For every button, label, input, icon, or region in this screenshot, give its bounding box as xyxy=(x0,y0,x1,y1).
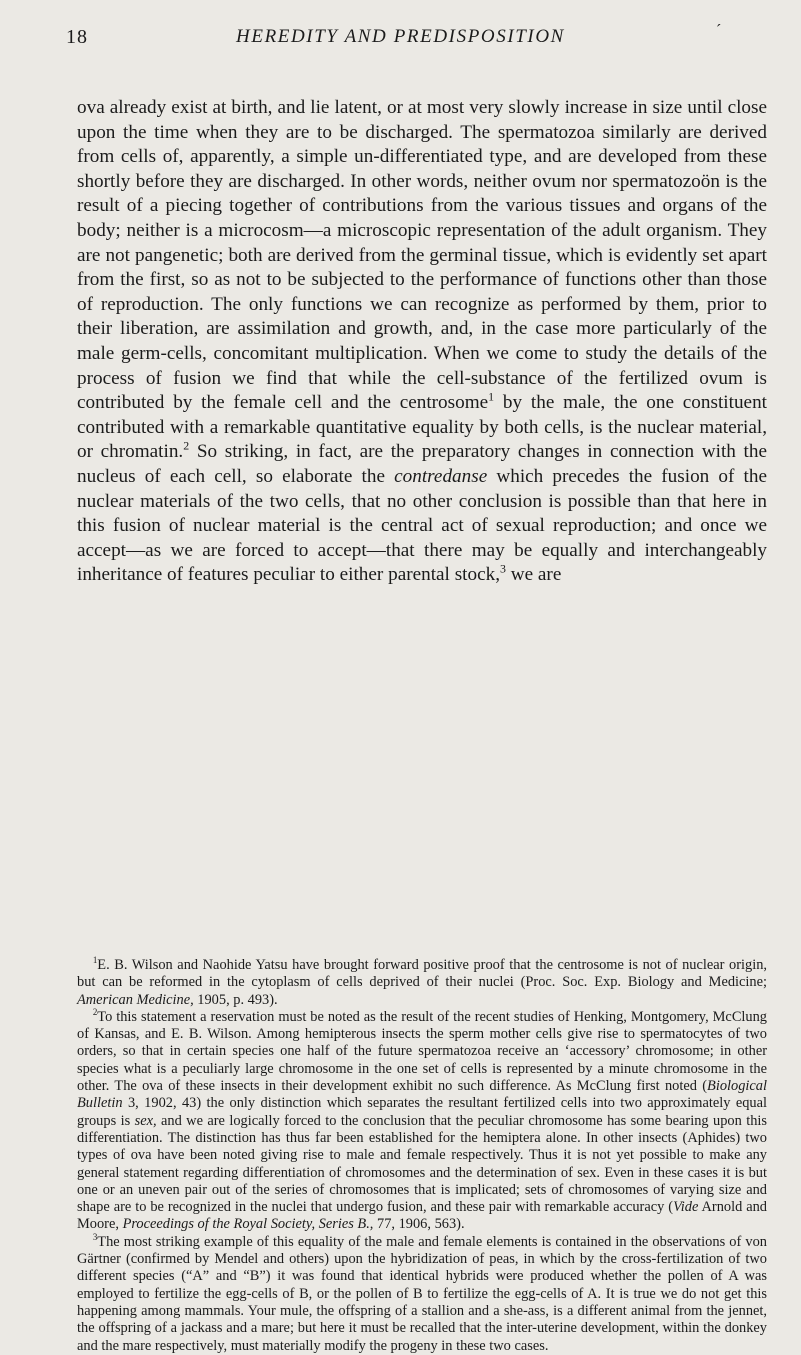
italic-run: sex, xyxy=(134,1112,157,1129)
footnote-mark: 1 xyxy=(92,955,98,966)
italic-run: Proceedings of the Royal Society, Series B., xyxy=(122,1216,374,1233)
footnote-mark: 3 xyxy=(92,1231,98,1242)
footnotes xyxy=(77,957,767,1355)
paragraph xyxy=(77,96,767,588)
text-run: 1905, p. 493). xyxy=(193,991,278,1008)
italic-term: contredanse xyxy=(394,465,488,487)
text-run: we are xyxy=(505,564,562,586)
page-number: 18 xyxy=(66,26,88,48)
text-run: ova already exist at birth, and lie latent, or at most very slowly increase in size until close upon the time when they are to be discharged. The spermatozoa similarly are derived from cells of, apparently, a simple un-differentiated type, and are developed from these shortly before they are discharged. In other words, neither ovum nor spermatozoön is the result of a piecing together of contributions from the various tissues and organs of the body; neither is a microcosm—a microscopic representation of the adult organism. They are not pangenetic; both are derived from the germinal tissue, which is evidently set apart from the first, so as not to be subjected to the performance of functions other than those of reproduction. The only functions we can recognize as performed by them, prior to their liberation, are assimilation and growth, and, in the case more particularly of the male germ-cells, concomitant multiplication. When we come to study the details of the process of fusion we find that while the cell-substance of the fertilized ovum is contributed by the female cell and the centrosome xyxy=(77,97,767,414)
text-run: So striking, in fact, are the preparatory changes in connection with the nucleus of each cell, so elaborate the xyxy=(77,441,767,487)
italic-run: American Medicine, xyxy=(77,991,194,1008)
page-header xyxy=(0,0,801,60)
text-run: which precedes the fusion of the nuclear materials of the two cells, that no other conclusion is possible than that here in this fusion of nuclear material is the central act of sexual reproduction; and once we accept—as we are forced to accept—that there may be equally and interchangeably inheritance of features peculiar to either parental stock, xyxy=(77,465,767,586)
text-run: E. B. Wilson and Naohide Yatsu have brought forward positive proof that the centrosome is not of nuclear origin, but can be reformed in the cytoplasm of cells deprived of their nuclei (Proc. Soc. Exp. Biology and Medicine; xyxy=(77,957,767,991)
italic-run: Biological Bulletin xyxy=(77,1078,767,1112)
text-run: To this statement a reservation must be noted as the result of the recent studies of Henking, Montgomery, McClung of Kansas, and E. B. Wilson. Among hemipterous insects the sperm mother cells give rise to spermatocytes of two orders, so that in certain species one half of the future spermatozoa receive an ‘accessory’ chromosome; in other species what is a peculiarly large chromosome in the one set of cells is represented by a minute chromosome in the other. The ova of these insects in their development exhibit no such difference. As McClung first noted ( xyxy=(77,1008,767,1095)
text-run: and we are logically forced to the conclusion that the peculiar chromosome has some bearing upon this differentiation. The distinction has thus far been established for the hemiptera alone. In other insects (Aphides) two types of ova have been noted giving rise to male and female respectively. Thus it is not yet possible to make any general statement regarding differentiation of chromosomes and the determination of sex. Even in these cases it is but one or an uneven pair out of the series of chromosomes that is implicated; sets of chromosomes of varying size and shape are to be recognized in the nuclei that undergo fusion, and these pair with remarkable accuracy ( xyxy=(77,1112,767,1216)
footnote-ref-2: 2 xyxy=(183,438,190,453)
footnote-1 xyxy=(77,957,767,1009)
text-run: by the male, the one constituent contributed with a remarkable quantitative equality by both cells, is the nuclear material, or chromatin. xyxy=(77,392,767,463)
running-title: HEREDITY AND PREDISPOSITION xyxy=(236,26,565,47)
corner-mark: ´ xyxy=(716,22,722,39)
text-run: 3, 1902, 43) the only distinction which separates the resultant fertilized cells into two approximately equal groups is xyxy=(77,1095,767,1129)
footnote-ref-1: 1 xyxy=(488,389,495,404)
text-run: Arnold and Moore, xyxy=(77,1199,767,1233)
text-run: 77, 1906, 563). xyxy=(373,1216,465,1233)
text-run: The most striking example of this equality of the male and female elements is contained in the observations of von Gärtner (confirmed by Mendel and others) upon the hybridization of peas, in which by the cross-fertilization of two different species (“A” and “B”) it was found that identical hybrids were produced whether the pollen of A was employed to fertilize the egg-cells of B, or the pollen of B to fertilize the egg-cells of A. It is true we do not get this happening among mammals. Your mule, the offspring of a stallion and a she-ass, is a different animal from the jennet, the offspring of a jackass and a mare; but here it must be recalled that the inter-uterine development, within the donkey and the mare respectively, must materially modify the progeny in these two cases. xyxy=(77,1233,767,1354)
footnote-3 xyxy=(77,1231,767,1355)
footnote-ref-3: 3 xyxy=(500,561,506,576)
body-text xyxy=(77,96,767,588)
footnote-mark: 2 xyxy=(92,1007,98,1018)
footnote-2 xyxy=(77,1009,767,1234)
italic-run: Vide xyxy=(673,1199,699,1216)
